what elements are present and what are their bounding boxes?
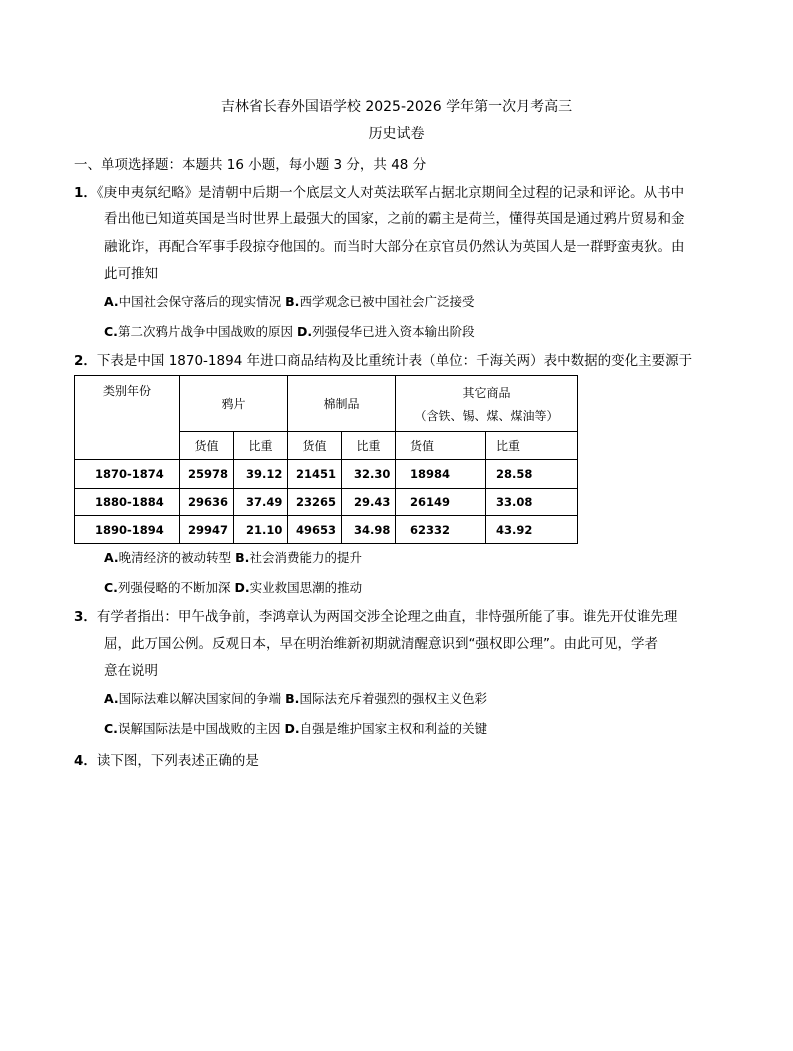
q2-option-c-key: C. xyxy=(104,580,118,595)
subheader-ratio: 比重 xyxy=(486,432,578,460)
row-year: 1880-1884 xyxy=(75,489,180,516)
q1-line-2: 看出他已知道英国是当时世界上最强大的国家，之前的霸主是荷兰，懂得英国是通过鸦片贸易和金 xyxy=(104,211,685,227)
section-heading: 一、单项选择题：本题共 16 小题，每小题 3 分，共 48 分 xyxy=(74,157,427,173)
q3-option-d-key: D. xyxy=(284,721,300,736)
table-header-row xyxy=(75,376,578,432)
q3-line-3: 意在说明 xyxy=(104,663,158,679)
header-cotton: 棉制品 xyxy=(288,376,396,432)
q1-line-4: 此可推知 xyxy=(104,266,158,282)
cell-other-value: 18984 xyxy=(396,460,486,489)
q2-option-b: 社会消费能力的提升 xyxy=(249,550,362,565)
subheader-ratio: 比重 xyxy=(234,432,288,460)
q4-line-1 xyxy=(74,749,259,769)
q2-options-ab xyxy=(104,548,362,566)
cell-other-value: 26149 xyxy=(396,489,486,516)
q2-number: 2． xyxy=(74,353,97,369)
q2-options-cd xyxy=(104,578,362,596)
cell-cotton-ratio: 34.98 xyxy=(342,516,396,544)
cell-opium-value: 29636 xyxy=(180,489,234,516)
q3-text-1: 有学者指出：甲午战争前，李鸿章认为两国交涉全论理之曲直，非恃强所能了事。谁先开仗谁先理 xyxy=(96,609,678,625)
q3-option-d: 自强是维护国家主权和利益的关键 xyxy=(299,721,488,736)
header-category-year: 类别年份 xyxy=(75,376,180,460)
q1-option-a: 中国社会保守落后的现实情况 xyxy=(118,294,282,309)
cell-cotton-ratio: 32.30 xyxy=(342,460,396,489)
import-statistics-table xyxy=(74,375,578,544)
subheader-value: 货值 xyxy=(180,432,234,460)
header-other-title: 其它商品 xyxy=(462,385,511,400)
row-year: 1870-1874 xyxy=(75,460,180,489)
cell-opium-ratio: 39.12 xyxy=(234,460,288,489)
q2-option-a: 晚清经济的被动转型 xyxy=(118,550,232,565)
q3-option-c: 误解国际法是中国战败的主因 xyxy=(117,721,281,736)
q4-stem: 读下图，下列表述正确的是 xyxy=(96,753,259,769)
q3-option-c-key: C. xyxy=(104,721,118,736)
cell-cotton-value: 23265 xyxy=(288,489,342,516)
q2-option-a-key: A. xyxy=(104,550,119,565)
q2-line-1 xyxy=(74,349,692,369)
q1-text-1: 《庚申夷氛纪略》是清朝中后期一个底层文人对英法联军占据北京期间全过程的记录和评论。从书中 xyxy=(96,185,685,201)
q1-option-b: 西学观念已被中国社会广泛接受 xyxy=(299,294,475,309)
exam-title: 吉林省长春外国语学校 2025-2026 学年第一次月考高三 xyxy=(220,99,573,115)
table-row xyxy=(75,516,578,544)
q1-option-b-key: B. xyxy=(285,294,300,309)
q2-option-c: 列强侵略的不断加深 xyxy=(117,580,231,595)
q1-options-ab xyxy=(104,292,474,310)
table-row xyxy=(75,460,578,489)
q1-option-d-key: D. xyxy=(296,324,313,339)
cell-other-ratio: 28.58 xyxy=(486,460,578,489)
q3-option-a: 国际法难以解决国家间的争端 xyxy=(118,691,282,706)
q3-option-b-key: B. xyxy=(285,691,300,706)
cell-cotton-value: 49653 xyxy=(288,516,342,544)
table-row xyxy=(75,489,578,516)
q1-option-c: 第二次鸦片战争中国战败的原因 xyxy=(117,324,293,339)
cell-other-value: 62332 xyxy=(396,516,486,544)
subheader-value: 货值 xyxy=(288,432,342,460)
q1-option-d: 列强侵华已进入资本输出阶段 xyxy=(312,324,475,339)
q2-option-d: 实业救国思潮的推动 xyxy=(249,580,363,595)
q1-option-c-key: C. xyxy=(104,324,118,339)
q3-line-2: 屈，此万国公例。反观日本，早在明治维新初期就清醒意识到“强权即公理”。由此可见，学者 xyxy=(104,636,658,652)
q3-options-cd xyxy=(104,719,487,737)
header-opium: 鸦片 xyxy=(180,376,288,432)
header-other-sub: （含铁、锡、煤、煤油等） xyxy=(414,408,559,423)
q1-option-a-key: A. xyxy=(104,294,119,309)
q3-option-a-key: A. xyxy=(104,691,119,706)
cell-cotton-value: 21451 xyxy=(288,460,342,489)
q3-line-1 xyxy=(74,605,677,625)
cell-opium-ratio: 37.49 xyxy=(234,489,288,516)
q1-line-1 xyxy=(74,181,684,201)
q1-line-3: 融讹诈，再配合军事手段掠夺他国的。而当时大部分在京官员仍然认为英国人是一群野蛮夷狄。由 xyxy=(104,239,685,255)
cell-other-ratio: 33.08 xyxy=(486,489,578,516)
q4-number: 4． xyxy=(74,753,97,769)
cell-cotton-ratio: 29.43 xyxy=(342,489,396,516)
q1-number: 1． xyxy=(74,185,97,201)
q2-option-b-key: B. xyxy=(235,550,250,565)
q2-stem: 下表是中国 1870-1894 年进口商品结构及比重统计表（单位：千海关两）表中数据的变化主要源于 xyxy=(96,353,693,369)
cell-opium-ratio: 21.10 xyxy=(234,516,288,544)
subheader-ratio: 比重 xyxy=(342,432,396,460)
q3-option-b: 国际法充斥着强烈的强权主义色彩 xyxy=(299,691,487,706)
exam-subject: 历史试卷 xyxy=(368,126,425,142)
q3-options-ab xyxy=(104,689,487,707)
q2-option-d-key: D. xyxy=(234,580,250,595)
cell-opium-value: 25978 xyxy=(180,460,234,489)
row-year: 1890-1894 xyxy=(75,516,180,544)
cell-opium-value: 29947 xyxy=(180,516,234,544)
cell-other-ratio: 43.92 xyxy=(486,516,578,544)
q1-options-cd xyxy=(104,322,475,340)
header-other xyxy=(396,376,578,432)
q3-number: 3． xyxy=(74,609,97,625)
subheader-value: 货值 xyxy=(396,432,486,460)
